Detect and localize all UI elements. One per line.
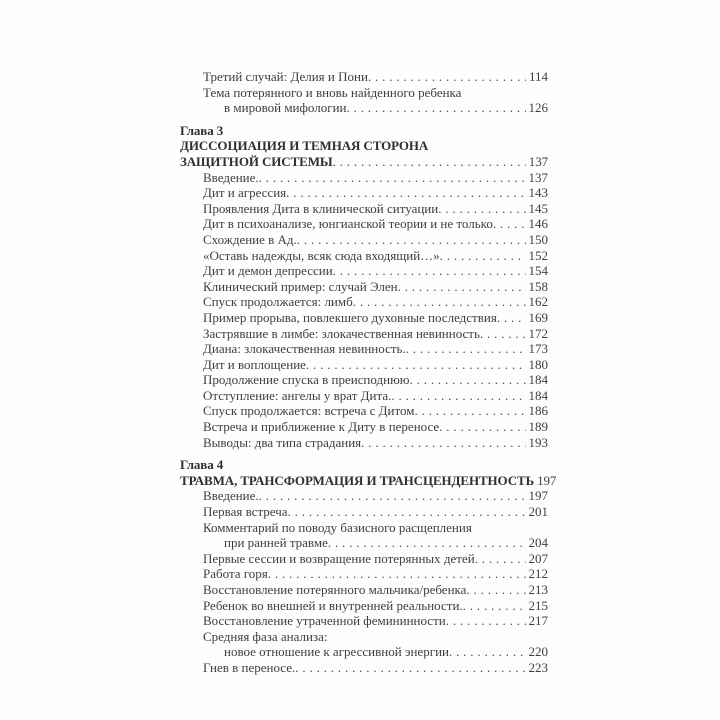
toc-row — [180, 613, 548, 629]
toc-row — [180, 232, 548, 248]
toc-page-number: 169 — [528, 309, 548, 325]
toc-page-number: 143 — [528, 185, 548, 201]
toc-entry-label: Средняя фаза анализа: — [203, 628, 328, 644]
toc-page-number: 137 — [528, 153, 548, 169]
toc-page-number: 145 — [528, 200, 548, 216]
toc-page-number: 158 — [528, 278, 548, 294]
dot-leader — [333, 154, 526, 170]
toc-row — [180, 403, 548, 419]
toc-chapter-row — [180, 154, 548, 170]
dot-leader — [391, 388, 525, 404]
toc-entry-label: Схождение в Ад. — [203, 231, 297, 247]
toc-entry-label: Дит в психоанализе, юнгианской теории и не только — [203, 216, 493, 232]
dot-leader — [268, 566, 526, 582]
dot-leader — [306, 357, 526, 373]
dot-leader — [398, 279, 526, 295]
toc-page-number: 184 — [528, 387, 548, 403]
toc-entry-label: Проявления Дита в клинической ситуации — [203, 200, 439, 216]
toc-row — [180, 520, 548, 536]
dot-leader — [446, 613, 526, 629]
toc-page-number: 217 — [528, 613, 548, 629]
dot-leader — [449, 644, 526, 660]
toc-row — [180, 170, 548, 186]
toc-row — [180, 294, 548, 310]
toc-entry-label: Дит и демон депрессии — [203, 263, 333, 279]
toc-page-number: 201 — [528, 504, 548, 520]
dot-leader — [333, 263, 526, 279]
toc-page-number: 152 — [528, 247, 548, 263]
dot-leader — [466, 582, 525, 598]
toc-entry-label: новое отношение к агрессивной энергии — [224, 644, 449, 660]
dot-leader — [439, 419, 525, 435]
toc-entry-label: Гнев в переносе. — [203, 659, 296, 675]
toc-entry-label: Восстановление утраченной фемининности — [203, 613, 446, 629]
toc-row — [180, 566, 548, 582]
toc-entry-label: Третий случай: Делия и Пони — [203, 69, 368, 84]
dot-leader — [361, 435, 525, 451]
toc-page-number: 197 — [537, 472, 557, 488]
toc-row — [180, 216, 548, 232]
dot-leader — [368, 69, 526, 85]
toc-row — [180, 629, 548, 645]
dot-leader — [440, 248, 526, 264]
toc-page-number: 215 — [528, 597, 548, 613]
toc-entry-label: Встреча и приближение к Диту в переносе — [203, 419, 440, 435]
toc-row — [180, 326, 548, 342]
dot-leader — [286, 185, 525, 201]
toc-row — [180, 435, 548, 451]
toc-entry-label: Отступление: ангелы у врат Дита. — [203, 387, 392, 403]
dot-leader — [463, 598, 526, 614]
toc-entry-label: «Оставь надежды, всяк сюда входящий…» — [203, 247, 440, 263]
toc-row — [180, 644, 548, 660]
toc-row — [180, 504, 548, 520]
toc-page-number: 197 — [528, 488, 548, 504]
toc-entry-label: при ранней травме — [224, 535, 328, 551]
toc-entry-label: Комментарий по поводу базисного расщепления — [203, 519, 472, 535]
toc-page-number: 150 — [528, 231, 548, 247]
toc — [180, 69, 557, 676]
toc-entry-label: Ребенок во внешней и внутренней реальности. — [203, 597, 463, 613]
toc-entry-label: Спуск продолжается: лимб — [203, 294, 353, 310]
toc-row — [180, 279, 548, 295]
dot-leader — [475, 551, 526, 567]
toc-page-number: 184 — [528, 372, 548, 388]
toc-page-number: 189 — [528, 419, 548, 435]
toc-entry-label: Первые сессии и возвращение потерянных детей — [203, 550, 475, 566]
toc-entry-label: Тема потерянного и вновь найденного ребенка — [203, 84, 462, 100]
toc-row — [180, 100, 548, 116]
toc-chapter-row — [180, 472, 557, 489]
toc-chapter-label: Глава 3 — [180, 122, 224, 138]
toc-row — [180, 69, 548, 85]
toc-page-number: 162 — [528, 294, 548, 310]
toc-entry-label: Диана: злокачественная невинность. — [203, 341, 406, 357]
toc-row — [180, 341, 548, 357]
dot-leader — [347, 100, 526, 116]
dot-leader — [288, 504, 526, 520]
toc-page-number: 137 — [528, 169, 548, 185]
toc-page-number: 173 — [528, 341, 548, 357]
toc-row — [180, 310, 548, 326]
toc-row — [180, 248, 548, 264]
toc-row — [180, 357, 548, 373]
toc-entry-label: Первая встреча — [203, 504, 288, 520]
toc-chapter-label: ДИССОЦИАЦИЯ И ТЕМНАЯ СТОРОНА — [180, 138, 429, 154]
toc-chapter-label: Глава 4 — [180, 457, 224, 473]
dot-leader — [295, 660, 525, 676]
dot-leader — [406, 341, 526, 357]
dot-leader — [328, 535, 526, 551]
toc-entry-label: Работа горя — [203, 566, 268, 582]
toc-entry-label: Введение. — [203, 169, 259, 185]
toc-page-number: 220 — [528, 644, 548, 660]
toc-entry-label: Восстановление потерянного мальчика/ребенка — [203, 582, 467, 597]
toc-entry-label: Дит и воплощение — [203, 356, 306, 372]
toc-page-number: 154 — [528, 263, 548, 279]
toc-row — [180, 660, 548, 676]
dot-leader — [493, 216, 526, 232]
toc-page-number: 193 — [528, 434, 548, 450]
toc-row — [180, 185, 548, 201]
toc-row — [180, 419, 548, 435]
toc-entry-label: Дит и агрессия — [203, 185, 287, 201]
toc-entry-label: в мировой мифологии — [224, 100, 347, 116]
toc-chapter-row — [180, 138, 548, 154]
toc-row — [180, 488, 548, 504]
toc-row — [180, 388, 548, 404]
toc-page-number: 204 — [528, 535, 548, 551]
dot-leader — [414, 403, 525, 419]
dot-leader — [259, 170, 526, 186]
toc-row — [180, 598, 548, 614]
toc-entry-label: Пример прорыва, повлекшего духовные последствия — [203, 309, 497, 325]
toc-page-number: 186 — [528, 403, 548, 419]
toc-page-number: 172 — [528, 325, 548, 341]
toc-entry-label: Введение. — [203, 488, 259, 504]
dot-leader — [259, 488, 526, 504]
toc-row — [180, 85, 548, 101]
dot-leader — [410, 372, 526, 388]
toc-page-number: 207 — [528, 550, 548, 566]
toc-entry-label: Клинический пример: случай Элен — [203, 278, 398, 294]
toc-entry-label: Продолжение спуска в преисподнюю — [203, 372, 410, 388]
toc-chapter-label: ЗАЩИТНОЙ СИСТЕМЫ — [180, 153, 333, 169]
toc-row — [180, 582, 548, 598]
toc-entry-label: Выводы: два типа страдания — [203, 434, 362, 450]
toc-chapter-label: ТРАВМА, ТРАНСФОРМАЦИЯ И ТРАНСЦЕНДЕНТНОСТЬ — [180, 472, 535, 488]
toc-page-number: 114 — [528, 69, 548, 84]
toc-row — [180, 263, 548, 279]
toc-page-number: 146 — [528, 216, 548, 232]
dot-leader — [297, 232, 526, 248]
toc-entry-label: Застрявшие в лимбе: злокачественная невинность — [203, 325, 480, 341]
toc-row — [180, 372, 548, 388]
toc-chapter-row — [180, 457, 548, 473]
toc-row — [180, 201, 548, 217]
toc-page-number: 223 — [528, 659, 548, 675]
dot-leader — [480, 326, 526, 342]
toc-row — [180, 551, 548, 567]
toc-page-number: 213 — [528, 582, 548, 597]
toc-chapter-row — [180, 123, 548, 139]
dot-leader — [438, 201, 525, 217]
dot-leader — [353, 294, 526, 310]
toc-entry-label: Спуск продолжается: встреча с Дитом — [203, 403, 415, 419]
toc-page-number: 180 — [528, 356, 548, 372]
toc-page-number: 126 — [528, 100, 548, 116]
dot-leader — [497, 310, 526, 326]
toc-page-number: 212 — [528, 566, 548, 582]
toc-row — [180, 535, 548, 551]
